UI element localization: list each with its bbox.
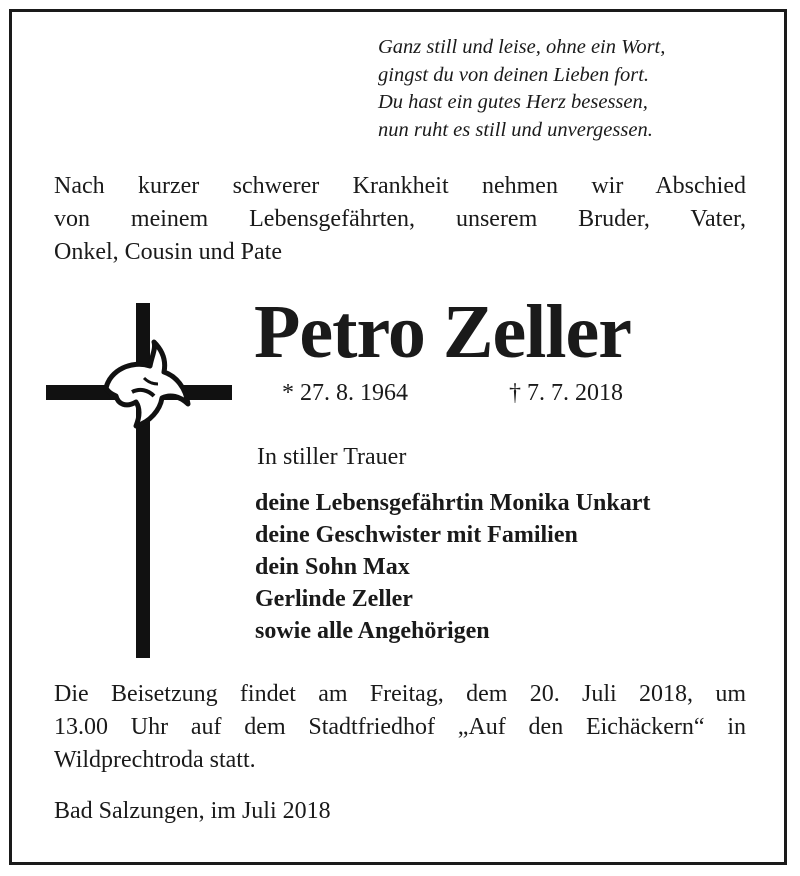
mourner: deine Geschwister mit Familien <box>255 522 578 548</box>
mourner: sowie alle Angehörigen <box>255 618 490 644</box>
mourner: deine Lebensgefährtin Monika Unkart <box>255 490 651 516</box>
birth-date: * 27. 8. 1964 <box>282 380 408 406</box>
place-date: Bad Salzungen, im Juli 2018 <box>54 798 331 824</box>
intro-line: Nach kurzer schwerer Krankheit nehmen wir Abschied <box>54 173 746 199</box>
poem-line: gingst du von deinen Lieben fort. <box>378 63 650 86</box>
deceased-name: Petro Zeller <box>254 290 631 374</box>
poem-line: Du hast ein gutes Herz besessen, <box>378 91 648 113</box>
mourning-intro: In stiller Trauer <box>257 444 407 470</box>
intro-line: von meinem Lebensgefährten, unserem Bruder, Vater, <box>54 206 746 232</box>
poem <box>378 34 665 144</box>
burial-line: Die Beisetzung findet am Freitag, dem 20. Juli 2018, um <box>54 681 746 707</box>
death-date: † 7. 7. 2018 <box>509 380 623 406</box>
mourner: Gerlinde Zeller <box>255 586 413 612</box>
cross-with-dove-icon <box>44 300 236 660</box>
poem-line: nun ruht es still und unvergessen. <box>378 118 653 141</box>
mourner: dein Sohn Max <box>255 554 410 580</box>
burial-info <box>54 678 746 777</box>
intro-text <box>54 170 746 269</box>
intro-line: Onkel, Cousin und Pate <box>54 239 282 265</box>
burial-line: 13.00 Uhr auf dem Stadtfriedhof „Auf den Eichäckern“ in <box>54 714 746 740</box>
poem-line: Ganz still und leise, ohne ein Wort, <box>378 36 666 58</box>
burial-line: Wildprechtroda statt. <box>54 747 256 773</box>
mourners-list <box>255 487 650 647</box>
